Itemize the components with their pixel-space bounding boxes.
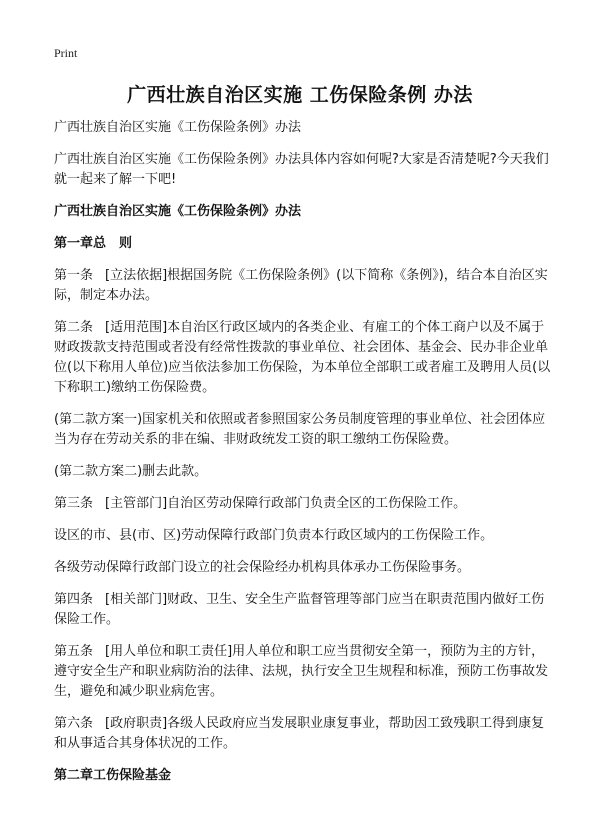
article-2-text: [适用范围]本自治区行政区域内的各类企业、有雇工的个体工商户以及不属于财政拨款支持范围或者没有经常性拨款的事业单位、社会团体、基金会、民办非企业单位(以下称用人单位)应当依法参加工伤保险，为本单位全部职工或者雇工及聘用人员(以下称职工)缴纳工伤保险费。 xyxy=(54,320,551,395)
intro-paragraph: 广西壮族自治区实施《工伤保险条例》办法具体内容如何呢?大家是否清楚呢?今天我们就一起来了解一下吧! xyxy=(54,152,549,187)
article-4-number: 第四条 xyxy=(54,592,94,607)
chapter-2-heading: 第二章工伤保险基金 xyxy=(54,768,172,783)
article-6-number: 第六条 xyxy=(54,716,94,731)
article-3-number: 第三条 xyxy=(54,496,94,511)
document-body xyxy=(54,118,554,798)
chapter-1-heading: 第一章总 则 xyxy=(54,236,133,251)
article-4-text: [相关部门]财政、卫生、安全生产监督管理等部门应当在职责范围内做好工伤保险工作。 xyxy=(54,592,545,627)
option-1-paragraph: (第二款方案一)国家机关和依照或者参照国家公务员制度管理的事业单位、社会团体应当为存在劳动关系的非在编、非财政统发工资的职工缴纳工伤保险费。 xyxy=(54,412,546,447)
article-3-paragraph-2: 设区的市、县(市、区)劳动保障行政部门负责本行政区域内的工伤保险工作。 xyxy=(54,528,494,543)
article-3-text: [主管部门]自治区劳动保障行政部门负责全区的工伤保险工作。 xyxy=(105,496,467,511)
document-bold-title: 广西壮族自治区实施《工伤保险条例》办法 xyxy=(54,204,302,219)
article-5-text: [用人单位和职工责任]用人单位和职工应当贯彻安全第一，预防为主的方针，遵守安全生产和职业病防治的法律、法规，执行安全卫生规程和标准，预防工伤事故发生，避免和减少职业病危害。 xyxy=(54,644,549,699)
document-name-line: 广西壮族自治区实施《工伤保险条例》办法 xyxy=(54,120,302,135)
article-5-number: 第五条 xyxy=(54,644,94,659)
article-4 xyxy=(54,590,554,630)
option-2-paragraph: (第二款方案二)删去此款。 xyxy=(54,464,208,479)
print-label: Print xyxy=(54,46,78,60)
article-5 xyxy=(54,642,554,702)
article-2 xyxy=(54,318,554,398)
article-6-text: [政府职责]各级人民政府应当发展职业康复事业，帮助因工致残职工得到康复和从事适合其身体状况的工作。 xyxy=(54,716,545,751)
page-title: 广西壮族自治区实施 工伤保险条例 办法 xyxy=(127,84,473,106)
article-6 xyxy=(54,714,554,754)
article-1-number: 第一条 xyxy=(54,268,94,283)
article-3 xyxy=(54,494,554,514)
article-1 xyxy=(54,266,554,306)
article-1-text: [立法依据]根据国务院《工伤保险条例》(以下简称《条例》)，结合本自治区实际，制定本办法。 xyxy=(54,268,548,303)
article-3-paragraph-3: 各级劳动保障行政部门设立的社会保险经办机构具体承办工伤保险事务。 xyxy=(54,560,471,575)
article-2-number: 第二条 xyxy=(54,320,94,335)
